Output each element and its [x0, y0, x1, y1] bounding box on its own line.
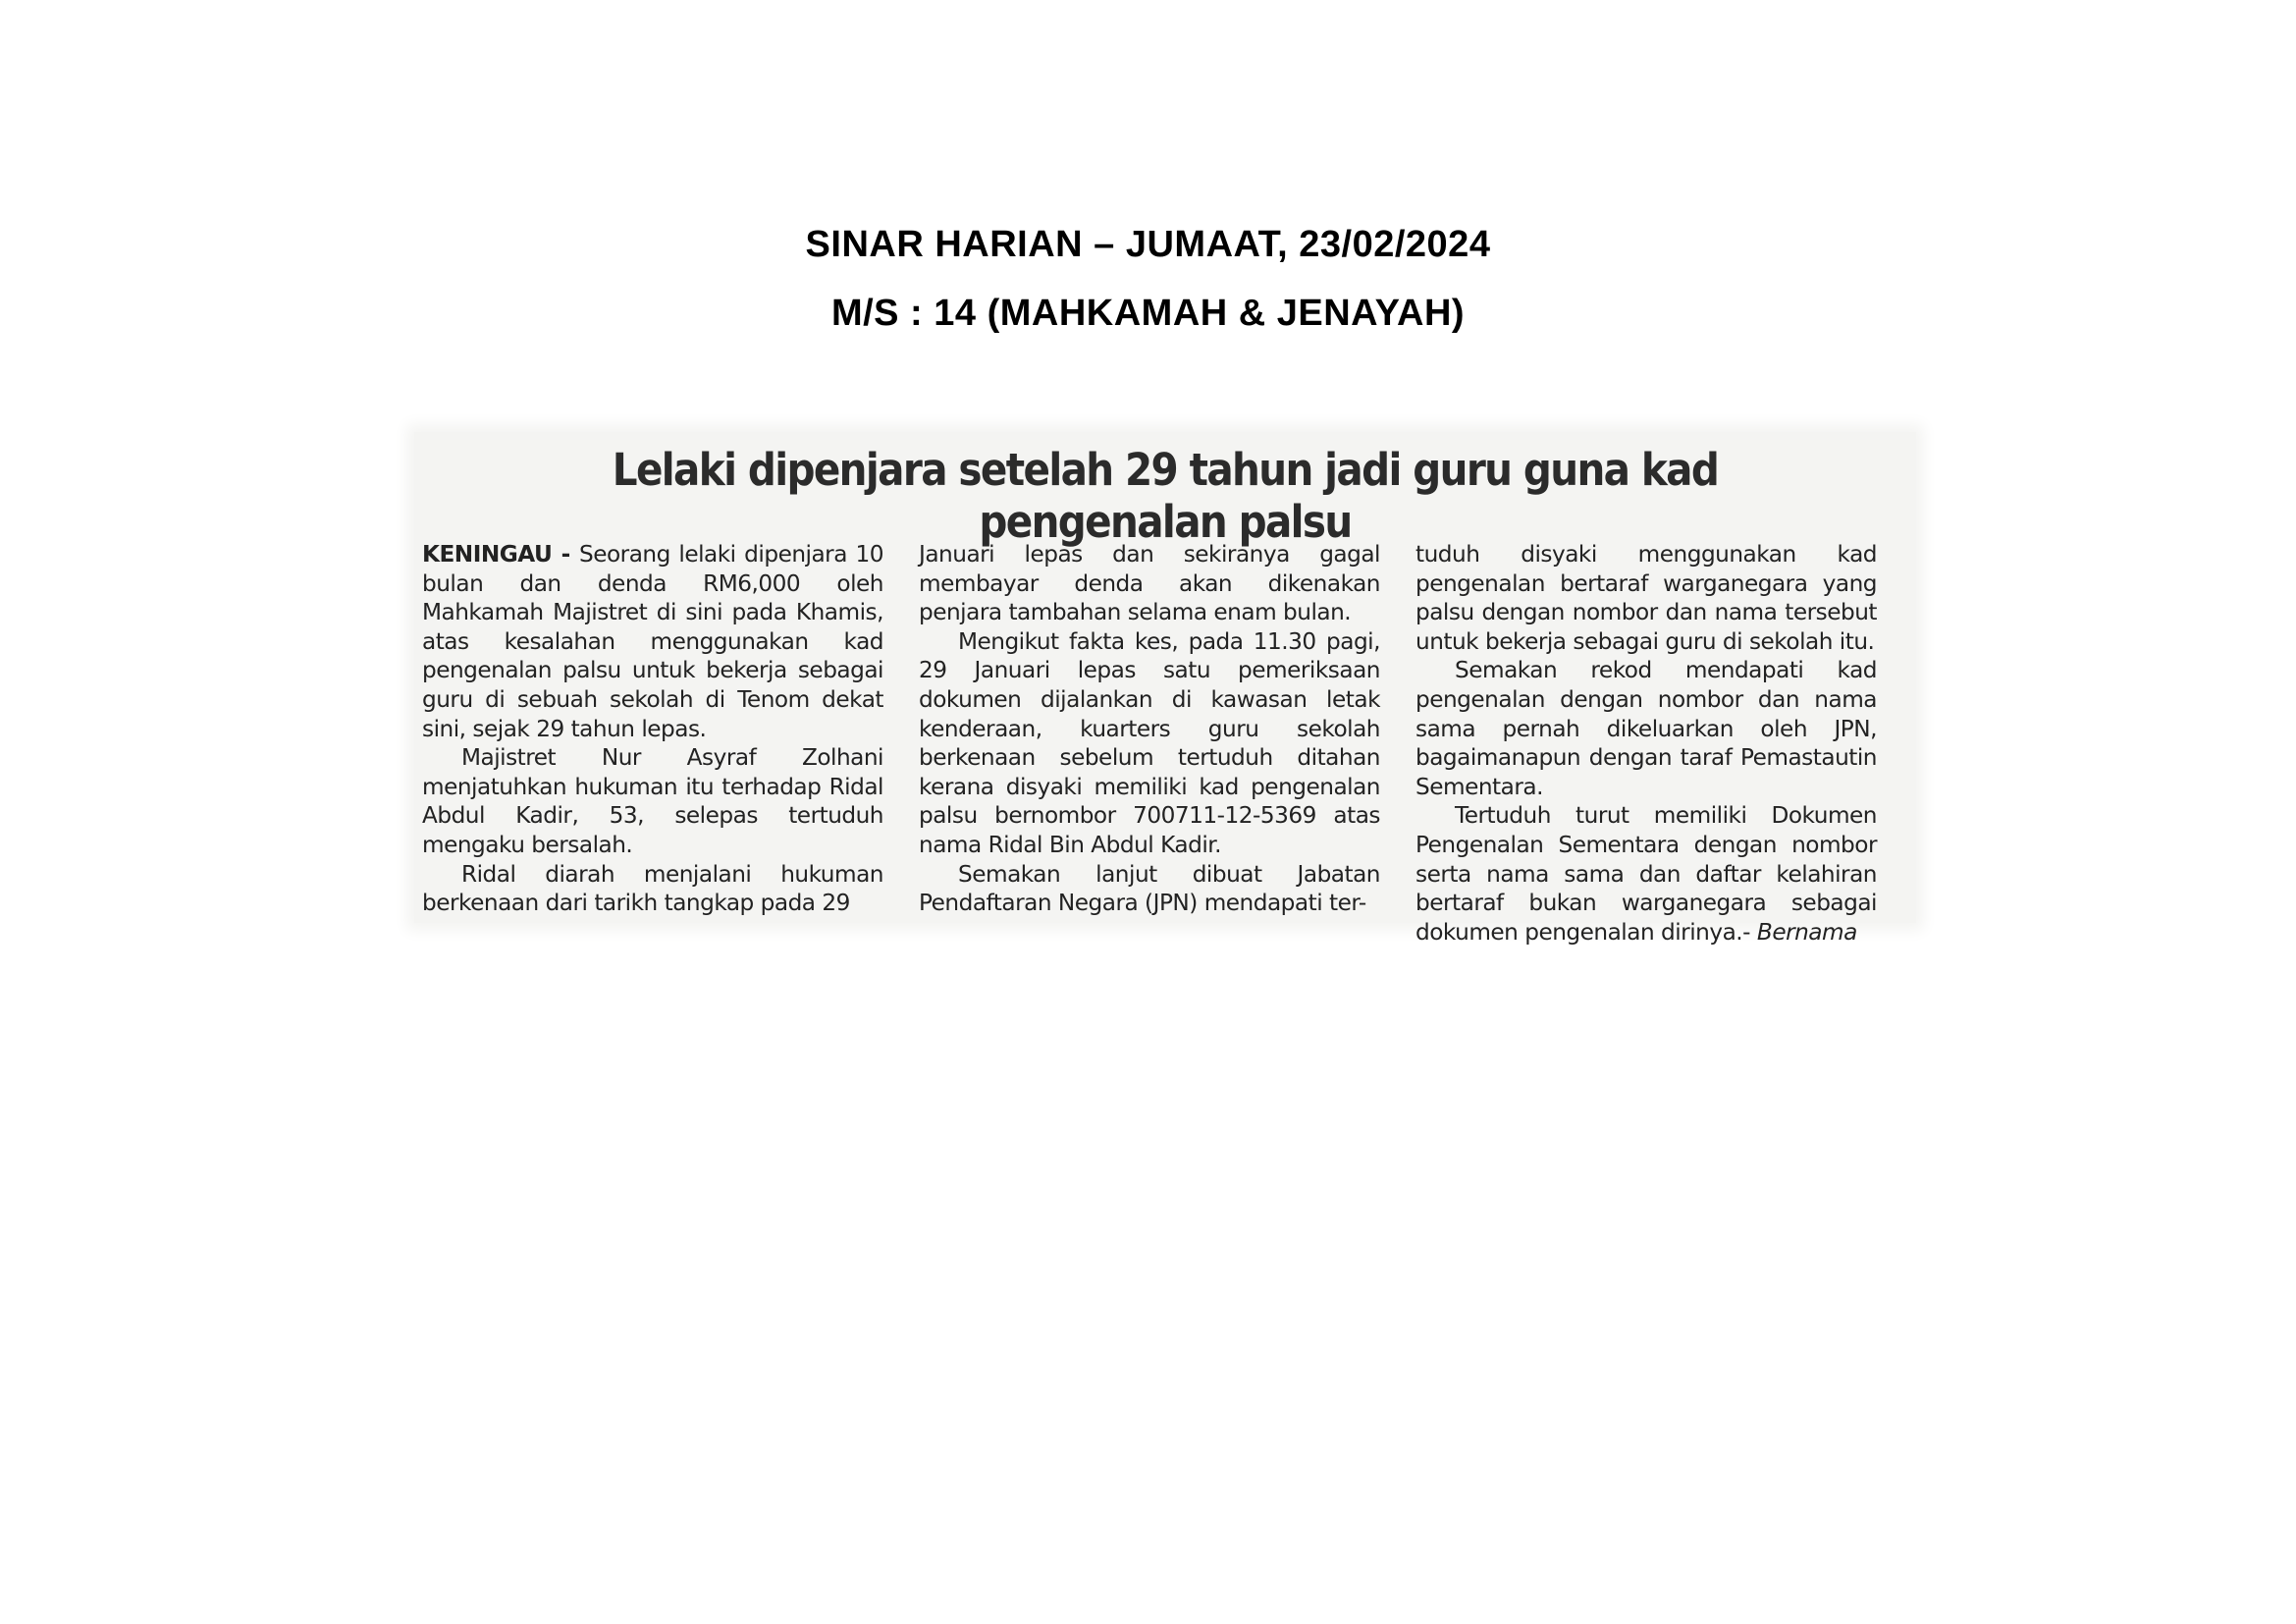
article-column-1 [422, 540, 883, 918]
article-paragraph: Ridal diarah menjalani hukuman berkenaan dari tarikh tangkap pada 29 [422, 860, 883, 917]
article-column-3 [1415, 540, 1877, 947]
publication-date-header: SINAR HARIAN – JUMAAT, 23/02/2024 [805, 224, 1491, 265]
article-headline: Lelaki dipenjara setelah 29 tahun jadi guru guna kad pengenalan palsu [612, 444, 1719, 548]
article-paragraph: tuduh disyaki menggunakan kad pengenalan bertaraf warganegara yang palsu dengan nombor dan nama tersebut untuk bekerja sebagai guru di sekolah itu. [1415, 541, 1877, 655]
paragraph-text: Tertuduh turut memiliki Dokumen Pengenalan Sementara dengan nombor serta nama sama dan daftar kelahiran bertaraf bukan warganegara sebagai dokumen pengenalan dirinya.- [1415, 802, 1877, 946]
article-credit: Bernama [1756, 918, 1857, 946]
article-dateline: KENINGAU - [422, 541, 579, 568]
article-paragraph [422, 540, 883, 743]
article-paragraph: Semakan lanjut dibuat Jabatan Pendaftaran Negara (JPN) mendapati ter- [919, 860, 1380, 917]
article-paragraph: Mengikut fakta kes, pada 11.30 pagi, 29 Januari lepas satu pemeriksaan dokumen dijalankan di kawasan letak kenderaan, kuarters guru sekolah berkenaan sebelum tertuduh ditahan kerana disyaki memiliki kad pengenalan palsu bernombor 700711-12-5369 atas nama Ridal Bin Abdul Kadir. [919, 627, 1380, 858]
article-paragraph [1415, 801, 1877, 947]
paragraph-text: Seorang lelaki dipenjara 10 bulan dan denda RM6,000 oleh Mahkamah Majistret di sini pada Khamis, atas kesalahan menggunakan kad pengenalan palsu untuk bekerja sebagai guru di sebuah sekolah di Tenom dekat sini, sejak 29 tahun lepas. [422, 541, 883, 742]
article-paragraph: Januari lepas dan sekiranya gagal membayar denda akan dikenakan penjara tambahan selama enam bulan. [919, 541, 1380, 626]
newspaper-clipping [414, 432, 1916, 946]
article-paragraph: Semakan rekod mendapati kad pengenalan dengan nombor dan nama sama pernah dikeluarkan oleh JPN, bagaimanapun dengan taraf Pemastautin Sementara. [1415, 657, 1877, 800]
page-section-header: M/S : 14 (MAHKAMAH & JENAYAH) [830, 293, 1466, 334]
article-column-2 [919, 540, 1380, 918]
article-paragraph: Majistret Nur Asyraf Zolhani menjatuhkan hukuman itu terhadap Ridal Abdul Kadir, 53, selepas tertuduh mengaku bersalah. [422, 744, 883, 858]
